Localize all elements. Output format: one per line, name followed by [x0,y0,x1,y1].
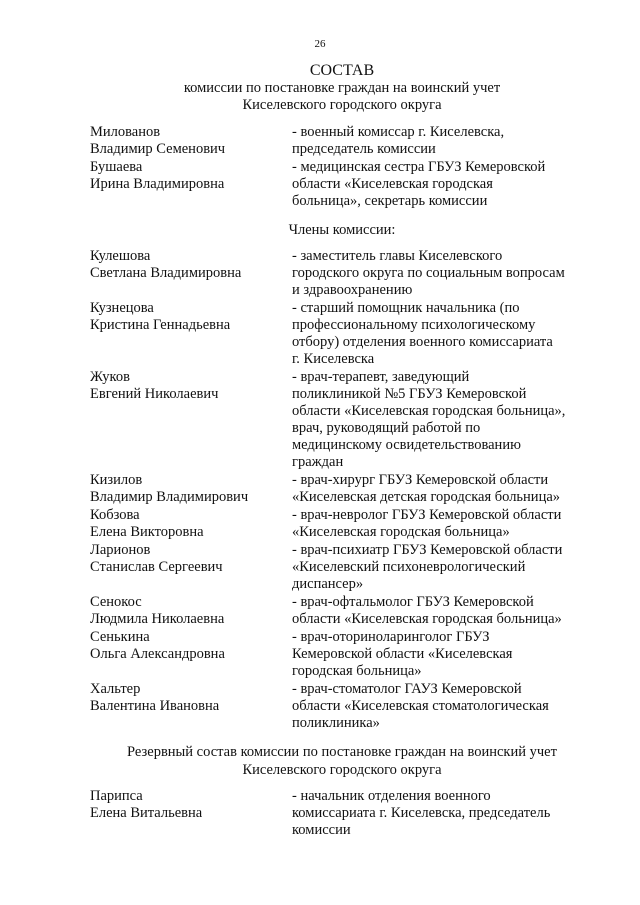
position-line: области «Киселевская стоматологическая [292,698,549,714]
person-position [292,369,592,471]
position-line: Кемеровской области «Киселевская [292,646,513,662]
surname: Ларионов [90,542,151,558]
document-subtitle-line-2: Киселевского городского округа [242,97,442,113]
position-line: поликлиникой №5 ГБУЗ Кемеровской [292,386,527,402]
position-line: - заместитель главы Киселевского [292,248,503,264]
position-line: - врач-психиатр ГБУЗ Кемеровской области [292,542,563,558]
position-line: - начальник отделения военного [292,788,491,804]
position-line: - врач-офтальмолог ГБУЗ Кемеровской [292,594,534,610]
given-names: Владимир Владимирович [90,489,249,505]
person-position [292,472,592,506]
surname: Хальтер [90,681,141,697]
position-line: и здравоохранению [292,282,413,298]
position-line: профессиональному психологическому [292,317,536,333]
members-heading: Члены комиссии: [288,222,396,238]
position-line: «Киселевская городская больница» [292,524,510,540]
person-name [90,681,285,715]
surname: Кузнецова [90,300,154,316]
surname: Бушаева [90,159,143,175]
surname: Милованов [90,124,161,140]
person-position [292,788,592,839]
position-line: городского округа по социальным вопросам [292,265,565,281]
position-line: диспансер» [292,576,364,592]
given-names: Владимир Семенович [90,141,226,157]
given-names: Евгений Николаевич [90,386,219,402]
position-line: поликлиника» [292,715,380,731]
person-name [90,788,285,822]
person-position [292,681,592,732]
position-line: «Киселевская детская городская больница» [292,489,561,505]
position-line: «Киселевский психоневрологический [292,559,526,575]
position-line: - врач-невролог ГБУЗ Кемеровской области [292,507,562,523]
position-line: области «Киселевская городская больница» [292,611,562,627]
surname: Сенокос [90,594,142,610]
surname: Жуков [90,369,130,385]
position-line: комиссариата г. Киселевска, председатель [292,805,551,821]
page-number: 26 [314,38,326,50]
person-name [90,472,285,506]
person-name [90,507,285,541]
person-position [292,159,592,210]
reserve-heading-line-2: Киселевского городского округа [242,762,442,778]
position-line: области «Киселевская городская [292,176,493,192]
document-subtitle-line-1: комиссии по постановке граждан на воинский учет [183,80,501,96]
person-position [292,594,592,628]
given-names: Светлана Владимировна [90,265,242,281]
person-name [90,369,285,403]
position-line: г. Киселевска [292,351,375,367]
person-position [292,542,592,593]
person-name [90,124,285,158]
surname: Кулешова [90,248,151,264]
given-names: Елена Викторовна [90,524,204,540]
position-line: городская больница» [292,663,422,679]
position-line: врач, руководящий работой по [292,420,481,436]
surname: Парипса [90,788,143,804]
given-names: Кристина Геннадьевна [90,317,231,333]
person-name [90,159,285,193]
position-line: граждан [292,454,344,470]
person-name [90,594,285,628]
position-line: - врач-терапевт, заведующий [292,369,470,385]
position-line: - медицинская сестра ГБУЗ Кемеровской [292,159,546,175]
document-title: СОСТАВ [309,62,375,79]
person-position [292,124,592,158]
surname: Кобзова [90,507,140,523]
given-names: Станислав Сергеевич [90,559,223,575]
person-name [90,248,285,282]
given-names: Елена Витальевна [90,805,203,821]
given-names: Ирина Владимировна [90,176,225,192]
person-name [90,300,285,334]
position-line: - врач-стоматолог ГАУЗ Кемеровской [292,681,522,697]
person-position [292,248,592,299]
position-line: отбору) отделения военного комиссариата [292,334,553,350]
surname: Кизилов [90,472,143,488]
position-line: медицинскому освидетельствованию [292,437,521,453]
person-name [90,542,285,576]
position-line: - врач-оториноларинголог ГБУЗ [292,629,490,645]
given-names: Валентина Ивановна [90,698,220,714]
reserve-heading-line-1: Резервный состав комиссии по постановке граждан на воинский учет [127,744,557,760]
surname: Сенькина [90,629,150,645]
person-name [90,629,285,663]
person-position [292,300,592,368]
position-line: - врач-хирург ГБУЗ Кемеровской области [292,472,549,488]
person-position [292,507,592,541]
given-names: Ольга Александровна [90,646,225,662]
position-line: комиссии [292,822,351,838]
position-line: - военный комиссар г. Киселевска, [292,124,505,140]
person-position [292,629,592,680]
position-line: больница», секретарь комиссии [292,193,488,209]
position-line: председатель комиссии [292,141,436,157]
position-line: - старший помощник начальника (по [292,300,520,316]
position-line: области «Киселевская городская больница», [292,403,566,419]
given-names: Людмила Николаевна [90,611,225,627]
